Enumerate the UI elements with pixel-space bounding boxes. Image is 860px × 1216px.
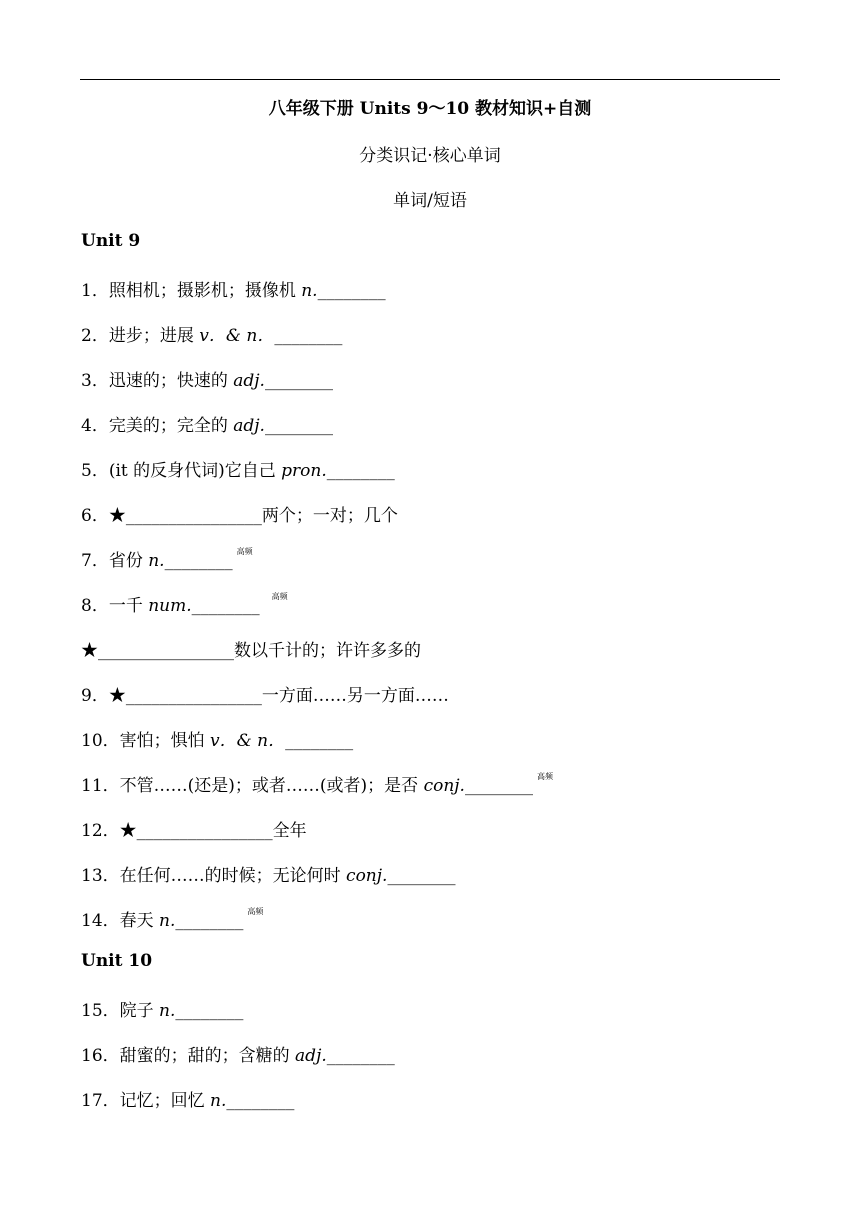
item-number: 13． bbox=[81, 866, 120, 886]
item-blank: ________ bbox=[464, 776, 533, 796]
item-text: 害怕；惧怕 bbox=[119, 731, 211, 751]
item-text: 在任何……的时候；无论何时 bbox=[119, 866, 347, 886]
item-blank: ________ bbox=[191, 596, 260, 616]
item-pos: n. bbox=[159, 911, 176, 931]
item-text: 院子 bbox=[119, 1001, 160, 1021]
item-text: 春天 bbox=[119, 911, 160, 931]
item-blank: ________ bbox=[264, 371, 333, 391]
list-item bbox=[81, 771, 553, 796]
list-item bbox=[81, 1086, 298, 1111]
item-tag: 高频 bbox=[247, 907, 264, 916]
item-blank: ________ bbox=[226, 1091, 295, 1111]
list-item bbox=[81, 636, 425, 661]
list-item bbox=[81, 411, 337, 436]
item-blank: ________ bbox=[326, 461, 395, 481]
item-text: 省份 bbox=[108, 551, 149, 571]
page-subtitle: 分类识记·核心单词 bbox=[359, 146, 501, 166]
list-item bbox=[81, 276, 390, 301]
item-text: 照相机；摄影机；摄像机 bbox=[108, 281, 302, 301]
item-text: ★________________数以千计的；许许多多的 bbox=[81, 641, 421, 661]
item-text: 记忆；回忆 bbox=[119, 1091, 211, 1111]
item-blank: ________ bbox=[326, 1046, 395, 1066]
item-number: 1． bbox=[81, 281, 109, 301]
list-item bbox=[81, 591, 288, 616]
item-blank: ________ bbox=[164, 551, 233, 571]
item-number: 9． bbox=[81, 686, 109, 706]
item-number: 8． bbox=[81, 596, 109, 616]
item-pos: conj. bbox=[423, 776, 465, 796]
item-text: 完美的；完全的 bbox=[108, 416, 234, 436]
item-blank: ________ bbox=[387, 866, 456, 886]
item-text: ★________________两个；一对；几个 bbox=[108, 506, 398, 526]
item-number: 15． bbox=[81, 1001, 120, 1021]
item-pos: n. bbox=[301, 281, 318, 301]
item-tag: 高频 bbox=[271, 592, 288, 601]
item-blank: ________ bbox=[285, 731, 354, 751]
item-text: 迅速的；快速的 bbox=[108, 371, 234, 391]
item-number: 7． bbox=[81, 551, 109, 571]
item-number: 12． bbox=[81, 821, 120, 841]
list-item bbox=[81, 816, 311, 841]
page-title: 八年级下册 Units 9～10 教材知识+自测 bbox=[268, 99, 592, 119]
list-item bbox=[81, 546, 253, 571]
top-rule bbox=[80, 79, 780, 80]
item-number: 6． bbox=[81, 506, 109, 526]
item-pos: n. bbox=[210, 1091, 227, 1111]
item-text: 一千 bbox=[108, 596, 149, 616]
item-number: 17． bbox=[81, 1091, 120, 1111]
list-item bbox=[81, 1041, 399, 1066]
list-item bbox=[81, 456, 399, 481]
list-item bbox=[81, 996, 247, 1021]
item-text: 不管……(还是)；或者……(或者)；是否 bbox=[119, 776, 424, 796]
item-number: 16． bbox=[81, 1046, 120, 1066]
item-number: 10． bbox=[81, 731, 120, 751]
unit-heading: Unit 9 bbox=[81, 231, 141, 251]
item-tag: 高频 bbox=[236, 547, 253, 556]
item-pos: n. bbox=[159, 1001, 176, 1021]
item-pos: num. bbox=[148, 596, 192, 616]
item-number: 3． bbox=[81, 371, 109, 391]
item-text: 进步；进展 bbox=[108, 326, 200, 346]
item-text: 甜蜜的；甜的；含糖的 bbox=[119, 1046, 296, 1066]
item-pos: pron. bbox=[281, 461, 327, 481]
item-text: (it 的反身代词)它自己 bbox=[108, 461, 282, 481]
item-number: 11． bbox=[81, 776, 120, 796]
item-blank: ________ bbox=[264, 416, 333, 436]
item-blank: ________ bbox=[175, 1001, 244, 1021]
item-pos: v．& n． bbox=[199, 326, 275, 346]
list-item bbox=[81, 726, 357, 751]
item-number: 5． bbox=[81, 461, 109, 481]
unit-heading: Unit 10 bbox=[81, 951, 153, 971]
list-item bbox=[81, 861, 459, 886]
list-item bbox=[81, 906, 263, 931]
item-pos: adj. bbox=[233, 416, 265, 436]
item-pos: conj. bbox=[346, 866, 388, 886]
item-pos: v．& n． bbox=[210, 731, 286, 751]
list-item bbox=[81, 321, 346, 346]
section-label: 单词/短语 bbox=[393, 191, 467, 211]
item-number: 14． bbox=[81, 911, 120, 931]
list-item bbox=[81, 501, 402, 526]
item-pos: n. bbox=[148, 551, 165, 571]
item-text: ★________________全年 bbox=[119, 821, 307, 841]
item-blank: ________ bbox=[274, 326, 343, 346]
item-blank: ________ bbox=[317, 281, 386, 301]
item-pos: adj. bbox=[233, 371, 265, 391]
item-text: ★________________一方面……另一方面…… bbox=[108, 686, 449, 706]
item-number: 2． bbox=[81, 326, 109, 346]
list-item bbox=[81, 366, 337, 391]
item-blank: ________ bbox=[175, 911, 244, 931]
item-tag: 高频 bbox=[536, 772, 553, 781]
item-number: 4． bbox=[81, 416, 109, 436]
item-pos: adj. bbox=[295, 1046, 327, 1066]
list-item bbox=[81, 681, 453, 706]
